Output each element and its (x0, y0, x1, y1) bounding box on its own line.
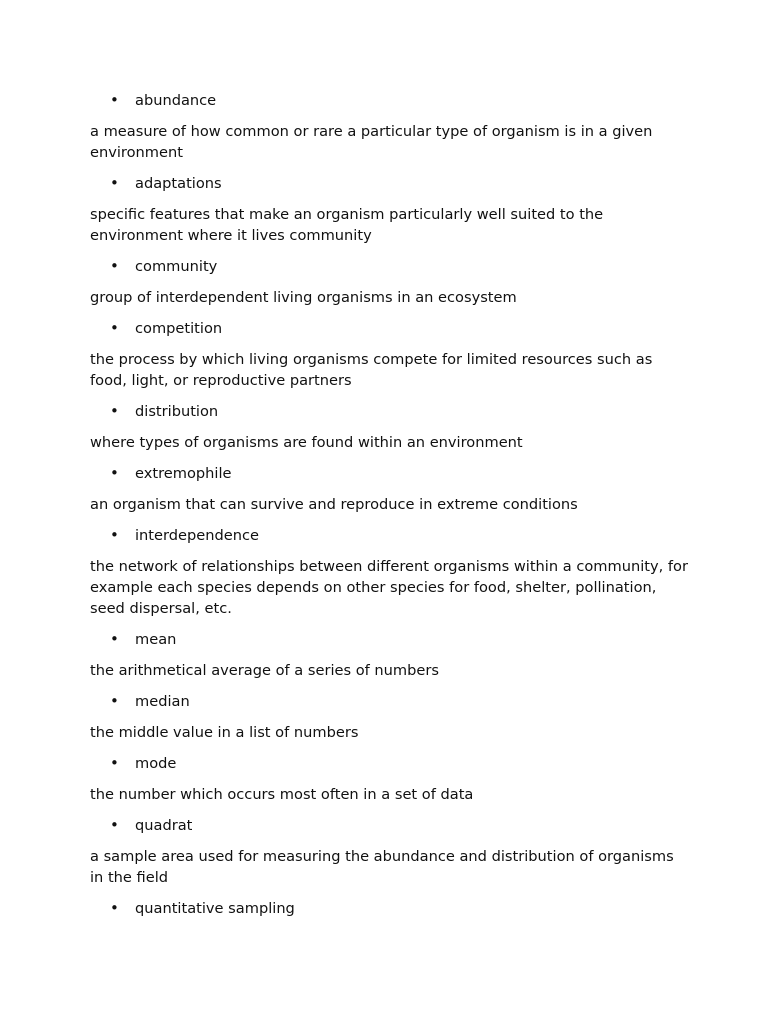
glossary-term: mode (135, 755, 177, 772)
bullet-icon: • (110, 692, 119, 710)
term-row (90, 898, 690, 919)
glossary-term: extremophile (135, 465, 232, 482)
bullet-icon: • (110, 319, 119, 337)
glossary-entry (90, 629, 690, 681)
glossary-term: quantitative sampling (135, 900, 295, 917)
bullet-icon: • (110, 91, 119, 109)
glossary-entry (90, 525, 690, 619)
glossary-definition: where types of organisms are found within an environment (90, 434, 523, 451)
glossary-page (90, 90, 690, 929)
glossary-term: median (135, 693, 190, 710)
glossary-term: quadrat (135, 817, 193, 834)
glossary-definition: group of interdependent living organisms in an ecosystem (90, 289, 517, 306)
bullet-icon: • (110, 402, 119, 420)
term-row (90, 525, 690, 546)
term-row (90, 401, 690, 422)
bullet-icon: • (110, 464, 119, 482)
glossary-entry (90, 753, 690, 805)
term-row (90, 256, 690, 277)
term-row (90, 629, 690, 650)
term-row (90, 753, 690, 774)
glossary-term: adaptations (135, 175, 222, 192)
term-row (90, 318, 690, 339)
glossary-term: mean (135, 631, 177, 648)
term-row (90, 90, 690, 111)
bullet-icon: • (110, 816, 119, 834)
term-row (90, 815, 690, 836)
bullet-icon: • (110, 526, 119, 544)
bullet-icon: • (110, 174, 119, 192)
bullet-icon: • (110, 630, 119, 648)
glossary-entry (90, 815, 690, 888)
term-row (90, 173, 690, 194)
glossary-entry (90, 463, 690, 515)
bullet-icon: • (110, 754, 119, 772)
glossary-definition: an organism that can survive and reproduce in extreme conditions (90, 496, 578, 513)
glossary-definition: specific features that make an organism particularly well suited to the environment where it lives community (90, 206, 604, 244)
glossary-definition: a measure of how common or rare a particular type of organism is in a given environment (90, 123, 653, 161)
glossary-entry (90, 401, 690, 453)
glossary-entry (90, 173, 690, 246)
glossary-definition: the arithmetical average of a series of numbers (90, 662, 439, 679)
glossary-entry (90, 898, 690, 919)
glossary-entry (90, 256, 690, 308)
glossary-term: distribution (135, 403, 219, 420)
glossary-term: interdependence (135, 527, 259, 544)
glossary-definition: the network of relationships between different organisms within a community, for example each species depends on other species for food, shelter, pollination, seed dispersal, etc. (90, 558, 688, 617)
bullet-icon: • (110, 899, 119, 917)
glossary-term: abundance (135, 92, 217, 109)
bullet-icon: • (110, 257, 119, 275)
glossary-term: community (135, 258, 218, 275)
term-row (90, 691, 690, 712)
glossary-entry (90, 318, 690, 391)
glossary-entry (90, 90, 690, 163)
glossary-definition: a sample area used for measuring the abundance and distribution of organisms in the field (90, 848, 674, 886)
glossary-definition: the process by which living organisms compete for limited resources such as food, light, or reproductive partners (90, 351, 653, 389)
glossary-entry (90, 691, 690, 743)
glossary-term: competition (135, 320, 223, 337)
glossary-definition: the middle value in a list of numbers (90, 724, 359, 741)
term-row (90, 463, 690, 484)
glossary-definition: the number which occurs most often in a set of data (90, 786, 474, 803)
